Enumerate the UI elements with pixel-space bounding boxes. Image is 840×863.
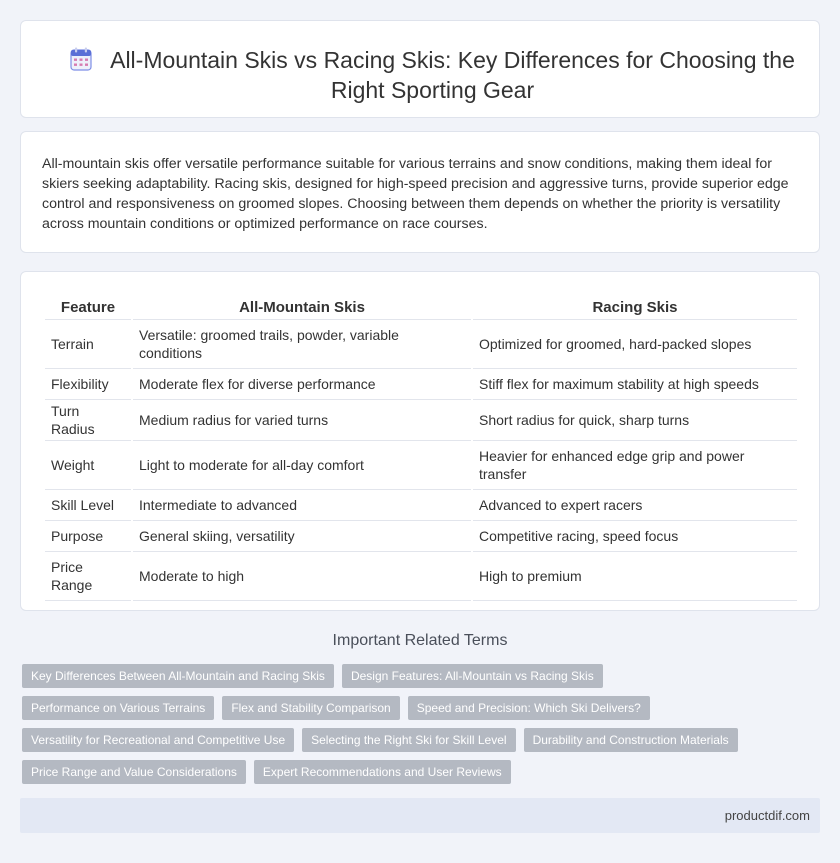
related-term-tag[interactable]: Key Differences Between All-Mountain and Racing Skis [22,664,334,688]
table-cell-all-mountain: Intermediate to advanced [133,490,471,521]
table-cell-all-mountain: Medium radius for varied turns [133,400,471,441]
related-term-tag[interactable]: Flex and Stability Comparison [222,696,399,720]
column-header-feature: Feature [45,296,131,320]
related-terms-heading: Important Related Terms [332,632,508,649]
related-term-tag[interactable]: Design Features: All-Mountain vs Racing Skis [342,664,603,688]
table-cell-racing: Stiff flex for maximum stability at high speeds [473,369,797,400]
table-row [45,441,797,490]
calendar-icon [70,47,92,71]
table-cell-racing: Heavier for enhanced edge grip and power transfer [473,441,797,490]
table-row [45,552,797,601]
table-cell-feature: Skill Level [45,490,131,521]
table-cell-feature: Price Range [45,552,131,601]
related-term-tag[interactable]: Versatility for Recreational and Competitive Use [22,728,294,752]
table-cell-feature: Terrain [45,320,131,369]
intro-card [20,131,820,253]
table-cell-racing: High to premium [473,552,797,601]
table-cell-all-mountain: Moderate flex for diverse performance [133,369,471,400]
table-cell-all-mountain: General skiing, versatility [133,521,471,552]
related-term-tag[interactable]: Price Range and Value Considerations [22,760,246,784]
table-cell-racing: Advanced to expert racers [473,490,797,521]
table-row [45,521,797,552]
column-header-racing: Racing Skis [473,296,797,320]
page-title [61,45,804,105]
table-cell-feature: Purpose [45,521,131,552]
table-cell-racing: Short radius for quick, sharp turns [473,400,797,441]
footer [20,798,820,833]
related-term-tag[interactable]: Selecting the Right Ski for Skill Level [302,728,515,752]
related-terms-list [22,664,802,784]
table-cell-racing: Competitive racing, speed focus [473,521,797,552]
table-cell-feature: Flexibility [45,369,131,400]
comparison-table [43,296,799,601]
comparison-card [20,271,820,611]
table-cell-all-mountain: Light to moderate for all-day comfort [133,441,471,490]
table-cell-feature: Turn Radius [45,400,131,441]
table-cell-all-mountain: Moderate to high [133,552,471,601]
table-row [45,369,797,400]
footer-site-link[interactable]: productdif.com [724,808,810,823]
table-row [45,490,797,521]
table-row [45,320,797,369]
related-term-tag[interactable]: Speed and Precision: Which Ski Delivers? [408,696,650,720]
intro-paragraph: All-mountain skis offer versatile performance suitable for various terrains and snow conditions, making them ideal for skiers seeking adaptability. Racing skis, designed for high-speed precision and aggressive turns, provide superior edge control and responsiveness on groomed slopes. Choosing between them depends on whether the priority is versatility across mountain conditions or optimized performance on race courses. [42,156,789,232]
related-term-tag[interactable]: Expert Recommendations and User Reviews [254,760,511,784]
table-header-row [45,296,797,320]
related-term-tag[interactable]: Performance on Various Terrains [22,696,214,720]
table-cell-all-mountain: Versatile: groomed trails, powder, variable conditions [133,320,471,369]
table-cell-racing: Optimized for groomed, hard-packed slopes [473,320,797,369]
title-card [20,20,820,118]
related-term-tag[interactable]: Durability and Construction Materials [524,728,738,752]
table-cell-feature: Weight [45,441,131,490]
table-row [45,400,797,441]
page-title-text: All-Mountain Skis vs Racing Skis: Key Differences for Choosing the Right Sporting Gear [110,47,795,103]
column-header-all-mountain: All-Mountain Skis [133,296,471,320]
